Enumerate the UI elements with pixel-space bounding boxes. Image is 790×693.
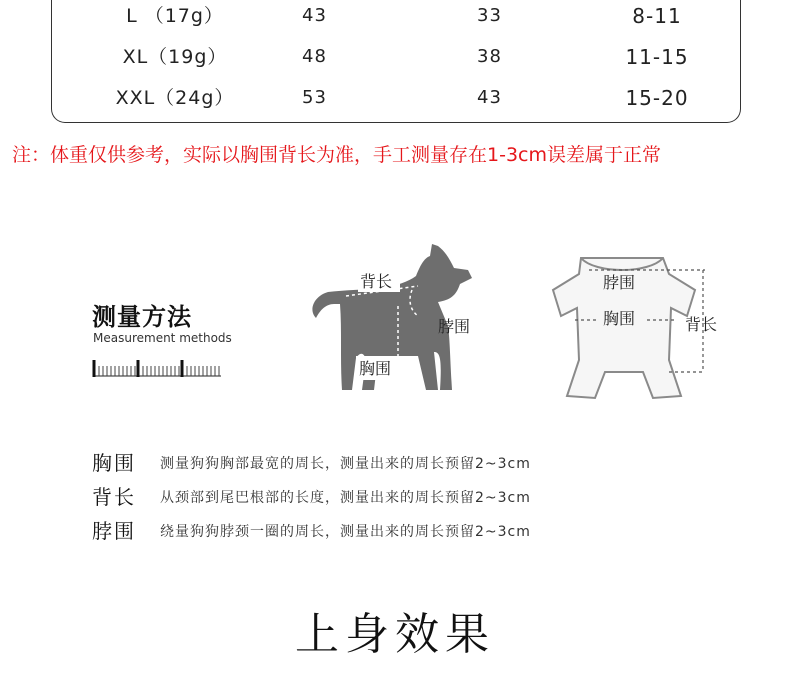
neck-term: 脖围 (92, 519, 136, 543)
clothes-chest-label: 胸围 (603, 309, 636, 328)
method-title: 测量方法 (92, 303, 192, 331)
chest-cell: 53 (302, 87, 327, 108)
weight-cell: 11-15 (625, 45, 689, 69)
chest-term: 胸围 (92, 451, 136, 475)
clothes-diagram (545, 250, 765, 405)
neck-description (92, 516, 692, 546)
back-cell: 38 (477, 46, 502, 67)
chest-cell: 43 (302, 5, 327, 26)
back-term: 背长 (92, 485, 136, 509)
table-row (52, 2, 740, 30)
dog-chest-label: 胸围 (359, 359, 392, 378)
back-cell: 43 (477, 87, 502, 108)
chest-cell: 48 (302, 46, 327, 67)
size-cell: XL（19g） (122, 46, 228, 68)
dog-neck-label: 脖围 (438, 317, 471, 336)
dog-diagram (300, 240, 500, 410)
weight-cell: 8-11 (632, 4, 682, 28)
size-table (51, 0, 741, 123)
chest-text: 测量狗狗胸部最宽的周长，测量出来的周长预留2~3cm (160, 456, 531, 472)
table-row (52, 84, 740, 112)
back-cell: 33 (477, 5, 502, 26)
neck-text: 绕量狗狗脖颈一圈的周长，测量出来的周长预留2~3cm (160, 524, 531, 540)
size-cell: L （17g） (126, 5, 224, 27)
clothes-back-label: 背长 (685, 315, 718, 334)
clothes-neck-label: 脖围 (603, 273, 636, 292)
section-title: 上身效果 (295, 609, 495, 660)
size-note: 注：体重仅供参考，实际以胸围背长为准，手工测量存在1-3cm误差属于正常 (12, 144, 661, 166)
weight-cell: 15-20 (625, 86, 689, 110)
method-subtitle: Measurement methods (93, 331, 232, 345)
back-description (92, 482, 692, 512)
chest-description (92, 448, 692, 478)
ruler-icon (92, 354, 222, 378)
back-text: 从颈部到尾巴根部的长度，测量出来的周长预留2~3cm (160, 490, 531, 506)
dog-back-label: 背长 (360, 272, 393, 291)
size-cell: XXL（24g） (115, 87, 235, 109)
table-row (52, 43, 740, 71)
